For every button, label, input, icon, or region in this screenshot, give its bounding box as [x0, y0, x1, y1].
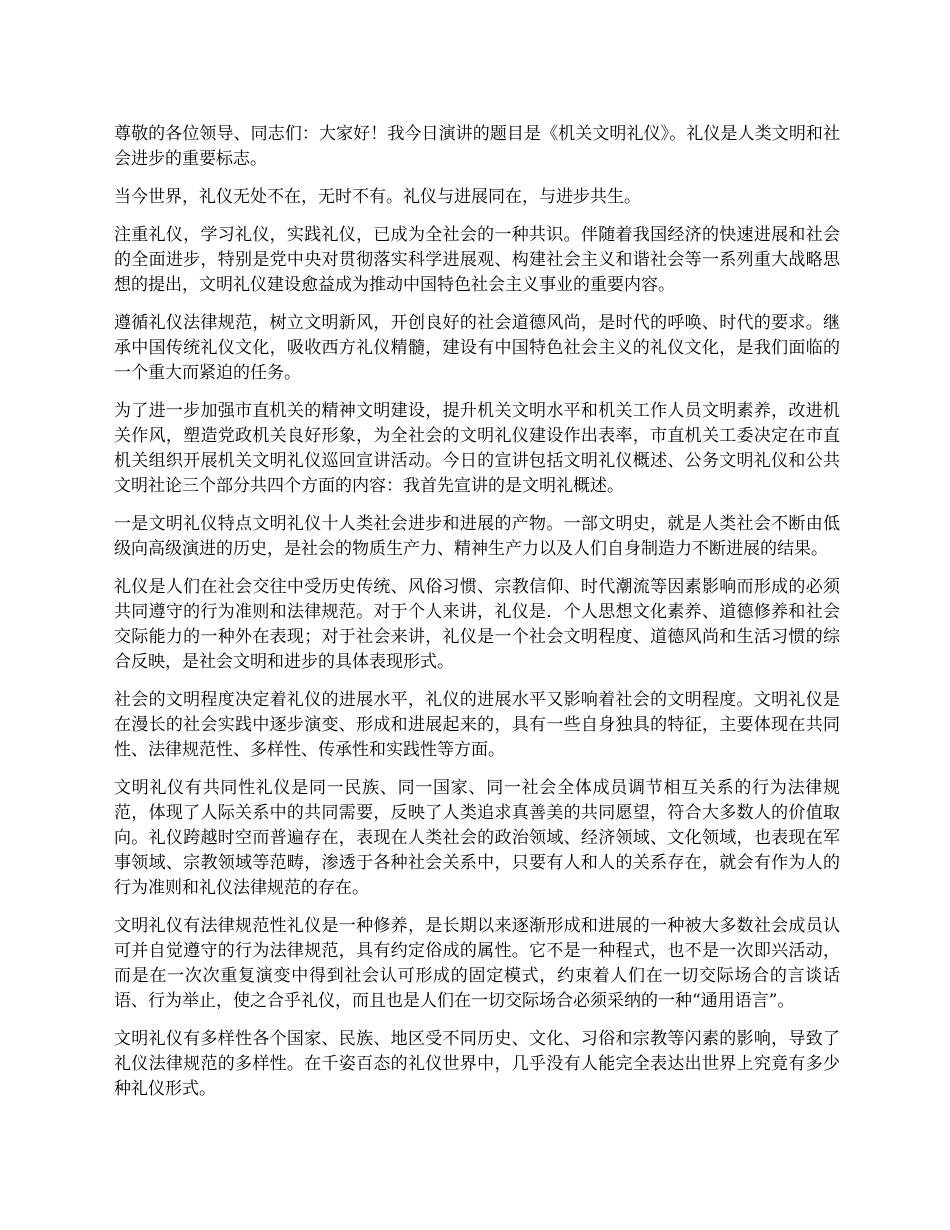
paragraph-4: 遵循礼仪法律规范，树立文明新风，开创良好的社会道德风尚，是时代的呼唤、时代的要求。继承中国传统礼仪文化，吸收西方礼仪精髓，建设有中国特色社会主义的礼仪文化，是我们面临的一个重大而紧迫的任务。	[114, 313, 840, 383]
paragraph-8: 社会的文明程度决定着礼仪的进展水平，礼仪的进展水平又影响着社会的文明程度。文明礼仪是在漫长的社会实践中逐步演变、形成和进展起来的，具有一些自身独具的特征，主要体现在共同性、法律规范性、多样性、传承性和实践性等方面。	[114, 690, 840, 760]
paragraph-11: 文明礼仪有多样性各个国家、民族、地区受不同历史、文化、习俗和宗教等闪素的影响，导致了礼仪法律规范的多样性。在千姿百态的礼仪世界中，几乎没有人能完全表达出世界上究竟有多少种礼仪形式。	[114, 1029, 840, 1099]
paragraph-1: 尊敬的各位领导、同志们：大家好！我今日演讲的题目是《机关文明礼仪》。礼仪是人类文明和社会进步的重要标志。	[114, 124, 840, 169]
paragraph-9: 文明礼仪有共同性礼仪是同一民族、同一国家、同一社会全体成员调节相互关系的行为法律规范，体现了人际关系中的共同需要，反映了人类追求真善美的共同愿望，符合大多数人的价值取向。礼仪跨越时空而普遍存在，表现在人类社会的政治领域、经济领域、文化领域，也表现在军事领域、宗教领域等范畴，渗透于各种社会关系中，只要有人和人的关系存在，就会有作为人的行为准则和礼仪法律规范的存在。	[114, 778, 840, 898]
paragraph-3: 注重礼仪，学习礼仪，实践礼仪，已成为全社会的一种共识。伴随着我国经济的快速进展和社会的全面进步，特别是党中央对贯彻落实科学进展观、构建社会主义和谐社会等一系列重大战略思想的提出，文明礼仪建设愈益成为推动中国特色社会主义事业的重要内容。	[114, 225, 840, 295]
paragraph-6: 一是文明礼仪特点文明礼仪十人类社会进步和进展的产物。一部文明史，就是人类社会不断由低级向高级演进的历史，是社会的物质生产力、精神生产力以及人们自身制造力不断进展的结果。	[114, 514, 840, 559]
paragraph-10: 文明礼仪有法律规范性礼仪是一种修养，是长期以来逐渐形成和进展的一种被大多数社会成员认可并自觉遵守的行为法律规范，具有约定俗成的属性。它不是一种程式，也不是一次即兴活动，而是在一次次重复演变中得到社会认可形成的固定模式，约束着人们在一切交际场合的言谈话语、行为举止，使之合乎礼仪，而且也是人们在一切交际场合必须采纳的一种“通用语言”。	[114, 916, 840, 1011]
document-body	[114, 122, 840, 1115]
paragraph-2: 当今世界，礼仪无处不在，无时不有。礼仪与进展同在，与进步共生。	[114, 187, 641, 207]
paragraph-7: 礼仪是人们在社会交往中受历史传统、风俗习惯、宗教信仰、时代潮流等因素影响而形成的必须共同遵守的行为准则和法律规范。对于个人来讲，礼仪是．个人思想文化素养、道德修养和社会交际能力的一种外在表现；对于社会来讲，礼仪是一个社会文明程度、道德风尚和生活习惯的综合反映，是社会文明和进步的具体表现形式。	[114, 577, 840, 672]
paragraph-5: 为了进一步加强市直机关的精神文明建设，提升机关文明水平和机关工作人员文明素养，改进机关作风，塑造党政机关良好形象，为全社会的文明礼仪建设作出表率，市直机关工委决定在市直机关组织开展机关文明礼仪巡回宣讲活动。今日的宣讲包括文明礼仪概述、公务文明礼仪和公共文明社论三个部分共四个方面的内容：我首先宣讲的是文明礼概述。	[114, 401, 840, 496]
